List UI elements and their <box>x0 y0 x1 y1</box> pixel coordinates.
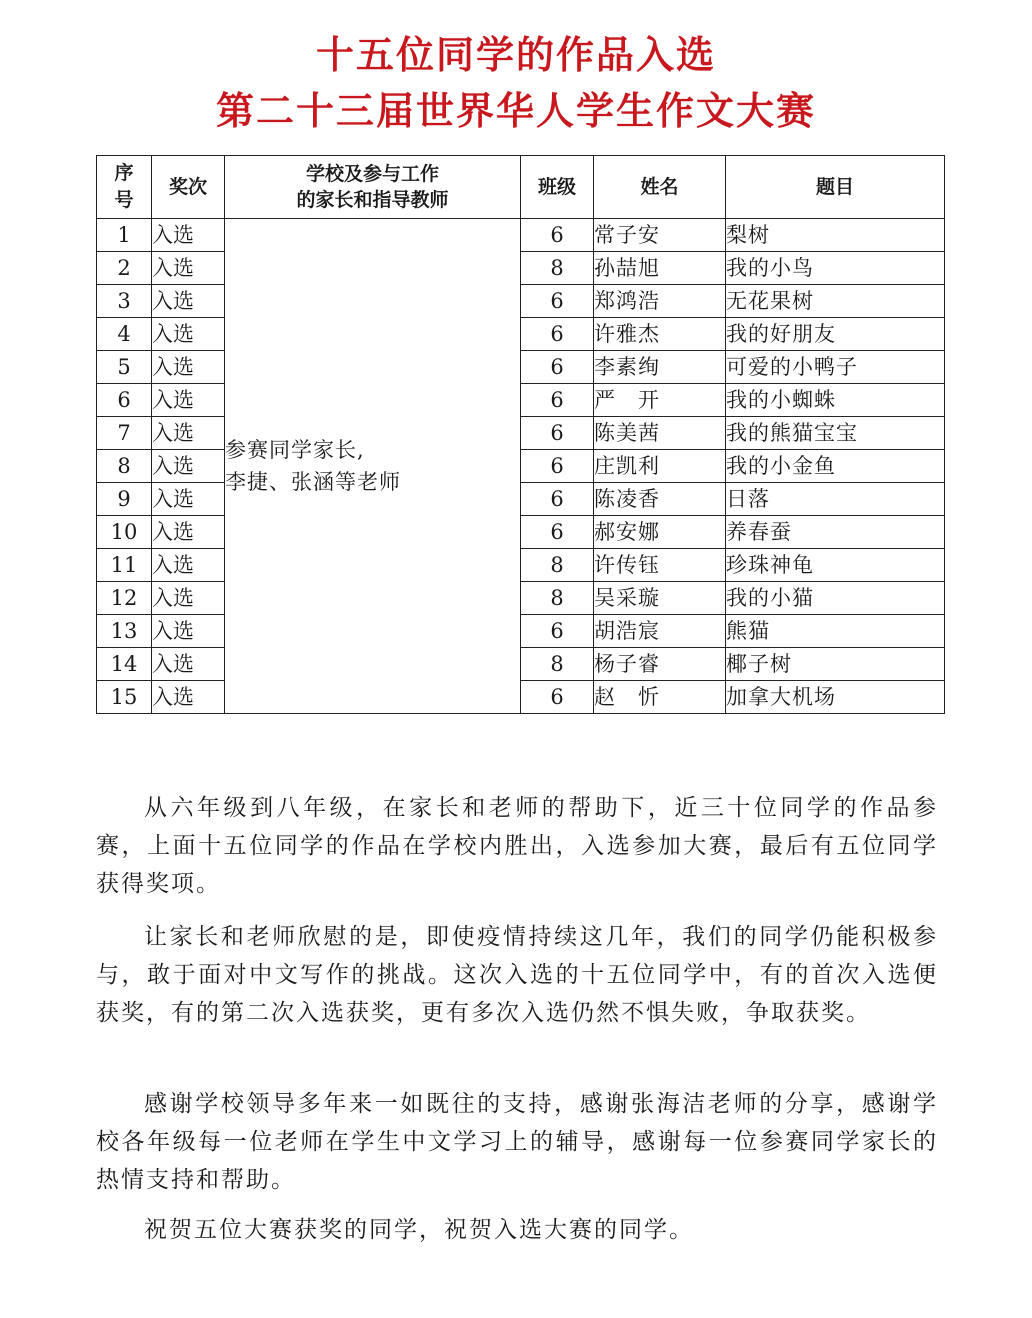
row-topic: 我的小金鱼 <box>726 450 945 483</box>
paragraph-thanks: 感谢学校领导多年来一如既往的支持，感谢张海洁老师的分享，感谢学校各年级每一位老师在学生中文学习上的辅导，感谢每一位参赛同学家长的热情支持和帮助。 <box>96 1091 938 1193</box>
row-name: 陈凌香 <box>594 483 726 516</box>
row-name: 庄凯利 <box>594 450 726 483</box>
row-topic: 日落 <box>726 483 945 516</box>
table-row <box>97 483 945 516</box>
row-award: 入选 <box>152 516 225 549</box>
row-class: 6 <box>521 285 594 318</box>
row-number: 15 <box>97 681 152 714</box>
row-award: 入选 <box>152 483 225 516</box>
row-topic: 我的小鸟 <box>726 252 945 285</box>
row-class: 8 <box>521 648 594 681</box>
row-award: 入选 <box>152 285 225 318</box>
table-row <box>97 450 945 483</box>
table-row <box>97 648 945 681</box>
page-subtitle: 第二十三届世界华人学生作文大赛 <box>215 89 816 133</box>
table-row <box>97 417 945 450</box>
school-cell-line: 李捷、张涵等老师 <box>225 470 401 494</box>
row-topic: 梨树 <box>726 219 945 252</box>
row-number: 13 <box>97 615 152 648</box>
row-award: 入选 <box>152 417 225 450</box>
table-row <box>97 615 945 648</box>
row-topic: 无花果树 <box>726 285 945 318</box>
row-number: 12 <box>97 582 152 615</box>
row-number: 9 <box>97 483 152 516</box>
header-name: 姓名 <box>594 156 726 219</box>
header-number-line2: 号 <box>114 189 134 211</box>
row-class: 8 <box>521 252 594 285</box>
row-award: 入选 <box>152 252 225 285</box>
row-class: 8 <box>521 582 594 615</box>
row-award: 入选 <box>152 384 225 417</box>
row-topic: 养春蚕 <box>726 516 945 549</box>
row-award: 入选 <box>152 450 225 483</box>
school-cell <box>225 219 521 714</box>
table-row <box>97 351 945 384</box>
row-name: 孙喆旭 <box>594 252 726 285</box>
table-row <box>97 252 945 285</box>
header-class: 班级 <box>521 156 594 219</box>
header-school-line1: 学校及参与工作 <box>305 163 439 185</box>
row-class: 6 <box>521 417 594 450</box>
row-topic: 我的小蜘蛛 <box>726 384 945 417</box>
row-name: 许传钰 <box>594 549 726 582</box>
paragraph-praise: 让家长和老师欣慰的是，即使疫情持续这几年，我们的同学仍能积极参与，敢于面对中文写作的挑战。这次入选的十五位同学中，有的首次入选便获奖，有的第二次入选获奖，更有多次入选仍然不惧失败，争取获奖。 <box>96 924 938 1026</box>
row-number: 6 <box>97 384 152 417</box>
row-number: 4 <box>97 318 152 351</box>
row-award: 入选 <box>152 219 225 252</box>
row-number: 14 <box>97 648 152 681</box>
row-class: 8 <box>521 549 594 582</box>
table-row <box>97 681 945 714</box>
row-name: 陈美茜 <box>594 417 726 450</box>
row-number: 5 <box>97 351 152 384</box>
row-number: 11 <box>97 549 152 582</box>
page-title: 十五位同学的作品入选 <box>315 33 716 77</box>
header-number <box>97 156 152 219</box>
row-award: 入选 <box>152 615 225 648</box>
row-number: 3 <box>97 285 152 318</box>
row-award: 入选 <box>152 648 225 681</box>
row-award: 入选 <box>152 549 225 582</box>
row-name: 严 开 <box>594 384 726 417</box>
row-number: 7 <box>97 417 152 450</box>
row-class: 6 <box>521 516 594 549</box>
header-school <box>225 156 521 219</box>
row-name: 杨子睿 <box>594 648 726 681</box>
row-topic: 椰子树 <box>726 648 945 681</box>
row-award: 入选 <box>152 582 225 615</box>
row-number: 10 <box>97 516 152 549</box>
row-name: 许雅杰 <box>594 318 726 351</box>
header-school-line2: 的家长和指导教师 <box>296 189 449 211</box>
row-name: 常子安 <box>594 219 726 252</box>
row-name: 赵 忻 <box>594 681 726 714</box>
row-topic: 熊猫 <box>726 615 945 648</box>
table-row <box>97 219 945 252</box>
paragraph-congrats: 祝贺五位大赛获奖的同学，祝贺入选大赛的同学。 <box>144 1217 694 1243</box>
row-award: 入选 <box>152 318 225 351</box>
row-class: 6 <box>521 219 594 252</box>
table-body <box>97 219 945 714</box>
table-row <box>97 384 945 417</box>
row-number: 2 <box>97 252 152 285</box>
row-number: 1 <box>97 219 152 252</box>
row-class: 6 <box>521 351 594 384</box>
row-class: 6 <box>521 483 594 516</box>
row-class: 6 <box>521 384 594 417</box>
table-row <box>97 318 945 351</box>
header-number-line1: 序 <box>114 162 134 184</box>
row-name: 郝安娜 <box>594 516 726 549</box>
entries-table <box>96 155 945 714</box>
row-name: 吴采璇 <box>594 582 726 615</box>
table-row <box>97 549 945 582</box>
row-class: 6 <box>521 318 594 351</box>
row-class: 6 <box>521 450 594 483</box>
row-award: 入选 <box>152 351 225 384</box>
row-class: 6 <box>521 681 594 714</box>
school-cell-line: 参赛同学家长, <box>225 438 365 462</box>
row-topic: 我的熊猫宝宝 <box>726 417 945 450</box>
row-topic: 我的小猫 <box>726 582 945 615</box>
row-topic: 可爱的小鸭子 <box>726 351 945 384</box>
table-row <box>97 582 945 615</box>
row-class: 6 <box>521 615 594 648</box>
row-name: 胡浩宸 <box>594 615 726 648</box>
row-number: 8 <box>97 450 152 483</box>
header-topic: 题目 <box>726 156 945 219</box>
header-award: 奖次 <box>152 156 225 219</box>
table-row <box>97 516 945 549</box>
row-award: 入选 <box>152 681 225 714</box>
paragraph-intro: 从六年级到八年级，在家长和老师的帮助下，近三十位同学的作品参赛，上面十五位同学的作品在学校内胜出，入选参加大赛，最后有五位同学获得奖项。 <box>96 795 938 897</box>
table-header-row <box>97 156 945 219</box>
row-topic: 珍珠神龟 <box>726 549 945 582</box>
row-name: 郑鸿浩 <box>594 285 726 318</box>
row-topic: 我的好朋友 <box>726 318 945 351</box>
row-topic: 加拿大机场 <box>726 681 945 714</box>
row-name: 李素绚 <box>594 351 726 384</box>
table-row <box>97 285 945 318</box>
